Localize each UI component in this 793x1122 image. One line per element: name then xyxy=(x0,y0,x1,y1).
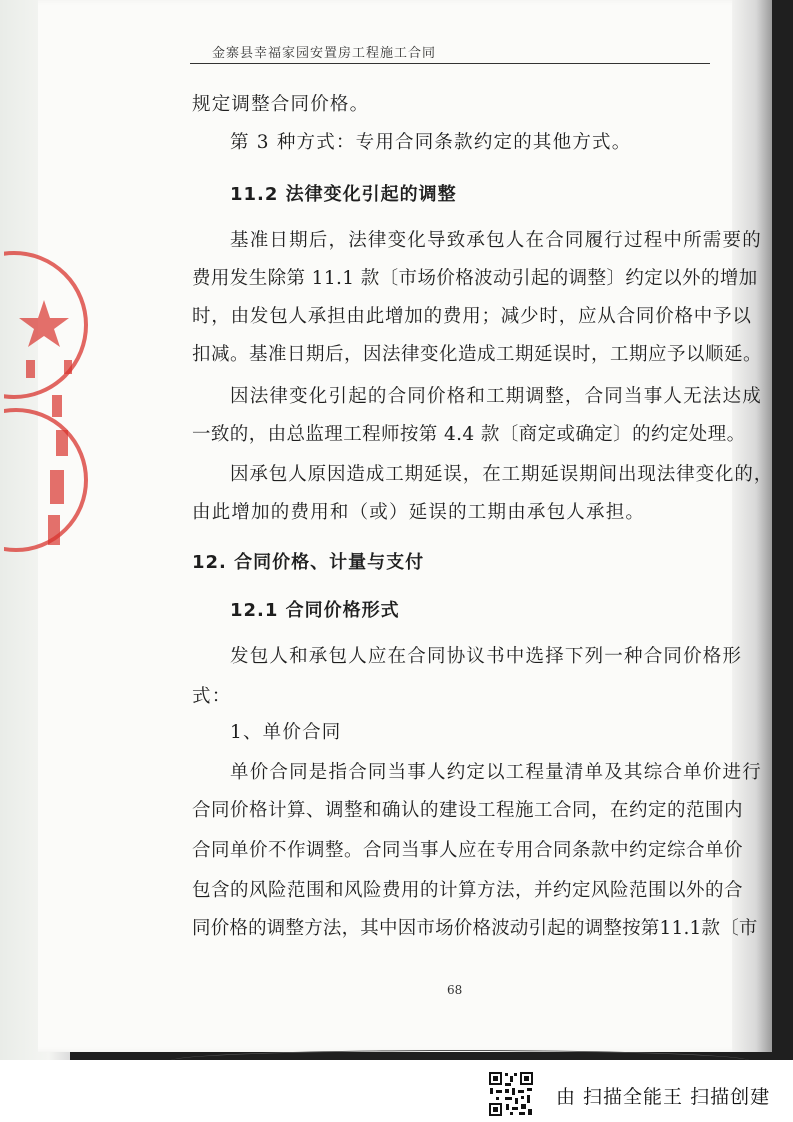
qr-code-icon xyxy=(488,1071,534,1117)
text-line: 1、单价合同 xyxy=(230,722,342,743)
text-line: 发包人和承包人应在合同协议书中选择下列一种合同价格形 xyxy=(230,646,743,667)
text-line: 因承包人原因造成工期延误，在工期延误期间出现法律变化的， xyxy=(230,464,774,485)
text-line: 费用发生除第 11.1 款〔市场价格波动引起的调整〕约定以外的增加 xyxy=(192,268,758,289)
header-rule xyxy=(190,63,710,64)
text-line: 包含的风险范围和风险费用的计算方法，并约定风险范围以外的合 xyxy=(192,880,744,901)
text-line: 合同单价不作调整。合同当事人应在专用合同条款中约定综合单价 xyxy=(192,840,744,861)
text-line: 单价合同是指合同当事人约定以工程量清单及其综合单价进行 xyxy=(230,762,762,783)
text-line: 合同价格计算、调整和确认的建设工程施工合同，在约定的范围内 xyxy=(192,800,744,821)
section-heading: 12. 合同价格、计量与支付 xyxy=(192,552,425,573)
subsection-heading: 12.1 合同价格形式 xyxy=(230,600,400,621)
text-line: 规定调整合同价格。 xyxy=(192,94,370,115)
text-line: 扣减。基准日期后，因法律变化造成工期延误时，工期应予以顺延。 xyxy=(192,344,763,365)
text-line: 基准日期后，法律变化导致承包人在合同履行过程中所需要的 xyxy=(230,230,762,251)
text-line: 同价格的调整方法，其中因市场价格波动引起的调整按第11.1款〔市 xyxy=(192,918,758,939)
scanner-credit: 由 扫描全能王 扫描创建 xyxy=(556,1086,771,1108)
section-heading: 11.2 法律变化引起的调整 xyxy=(230,184,457,205)
header-title: 金寨县幸福家园安置房工程施工合同 xyxy=(212,46,437,61)
running-header xyxy=(190,40,710,64)
official-seal-stamp xyxy=(4,230,90,590)
text-line: 时，由发包人承担由此增加的费用；减少时，应从合同价格中予以 xyxy=(192,306,752,327)
text-line: 由此增加的费用和（或）延误的工期由承包人承担。 xyxy=(192,502,646,523)
text-line: 式： xyxy=(192,686,232,707)
text-line: 第 3 种方式：专用合同条款约定的其他方式。 xyxy=(230,132,632,153)
page-number: 68 xyxy=(447,983,463,997)
text-line: 一致的，由总监理工程师按第 4.4 款〔商定或确定〕的约定处理。 xyxy=(192,424,746,445)
text-line: 因法律变化引起的合同价格和工期调整，合同当事人无法达成 xyxy=(230,386,762,407)
